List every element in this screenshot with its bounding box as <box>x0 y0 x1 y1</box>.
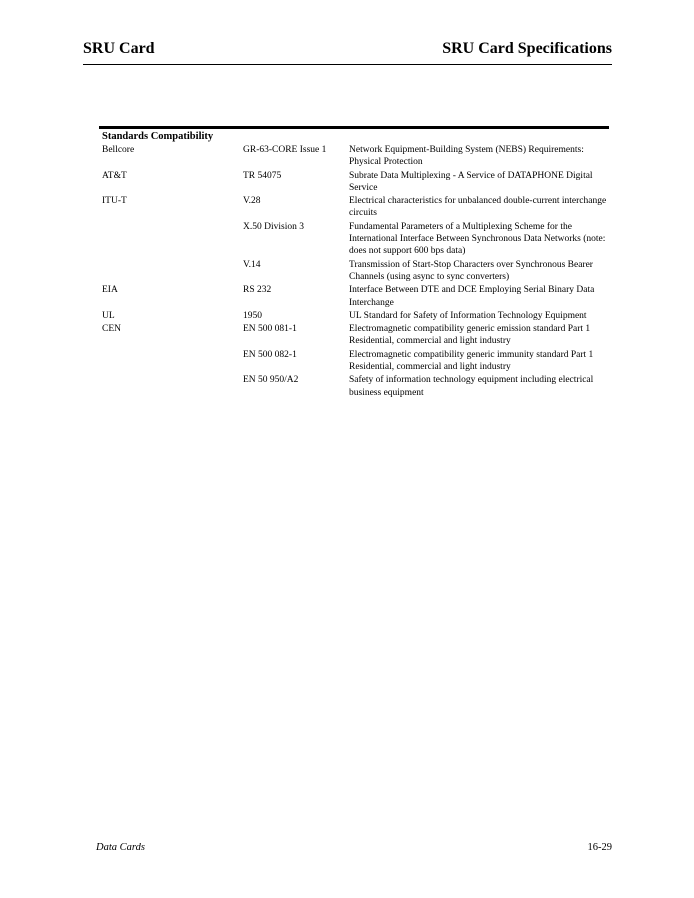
header-section-title: SRU Card Specifications <box>442 40 612 57</box>
row-standard: GR-63-CORE Issue 1 <box>243 145 327 155</box>
table-row <box>99 310 609 322</box>
footer-section-name: Data Cards <box>96 842 145 853</box>
table-row <box>99 374 609 399</box>
row-description: Interface Between DTE and DCE Employing Serial Binary Data Interchange <box>349 285 595 308</box>
row-organization <box>99 374 243 399</box>
row-description: Safety of information technology equipment including electrical business equipment <box>349 375 594 398</box>
row-organization: EIA <box>102 285 118 296</box>
table-title: Standards Compatibility <box>102 131 214 142</box>
row-description: Electrical characteristics for unbalanced double-current interchange circuits <box>349 196 607 219</box>
row-organization: AT&T <box>102 170 127 181</box>
row-standard: V.28 <box>243 196 261 207</box>
table-row <box>99 195 609 220</box>
row-description: Fundamental Parameters of a Multiplexing Scheme for the International Interface Between Synchronous Data Networks (note: does not support 600 bps data) <box>349 221 606 257</box>
row-standard: 1950 <box>243 310 262 321</box>
header-chapter-title: SRU Card <box>83 40 155 57</box>
row-description: Subrate Data Multiplexing - A Service of DATAPHONE Digital Service <box>349 170 593 193</box>
row-organization: Bellcore <box>102 145 135 155</box>
row-description: Network Equipment-Building System (NEBS) Requirements: Physical Protection <box>349 145 584 168</box>
table-body <box>99 144 609 399</box>
row-standard: EN 500 081-1 <box>243 324 297 335</box>
row-organization: UL <box>102 310 115 321</box>
row-description: Electromagnetic compatibility generic immunity standard Part 1 Residential, commercial and light industry <box>349 349 594 373</box>
row-standard: EN 500 082-1 <box>243 349 297 360</box>
row-organization <box>99 221 243 258</box>
table-row <box>99 221 609 258</box>
row-standard: RS 232 <box>243 285 272 296</box>
row-organization <box>99 349 243 374</box>
standards-table <box>99 126 609 400</box>
table-row <box>99 349 609 374</box>
table-row <box>99 259 609 284</box>
table-row <box>99 144 609 169</box>
row-standard: TR 54075 <box>243 170 282 181</box>
row-standard: EN 50 950/A2 <box>243 375 299 386</box>
row-description: UL Standard for Safety of Information Technology Equipment <box>349 310 587 321</box>
row-description: Transmission of Start-Stop Characters over Synchronous Bearer Channels (using async to sync converters) <box>349 259 593 282</box>
page-header <box>83 38 612 65</box>
row-organization: CEN <box>102 324 121 335</box>
row-standard: X.50 Division 3 <box>243 221 304 232</box>
page-number: 16-29 <box>587 842 612 853</box>
row-standard: V.14 <box>243 259 261 270</box>
table-row <box>99 323 609 348</box>
row-organization <box>99 259 243 284</box>
row-description: Electromagnetic compatibility generic emission standard Part 1 Residential, commercial and light industry <box>349 324 591 347</box>
table-row <box>99 284 609 309</box>
table-row <box>99 170 609 195</box>
row-organization: ITU-T <box>102 196 127 207</box>
